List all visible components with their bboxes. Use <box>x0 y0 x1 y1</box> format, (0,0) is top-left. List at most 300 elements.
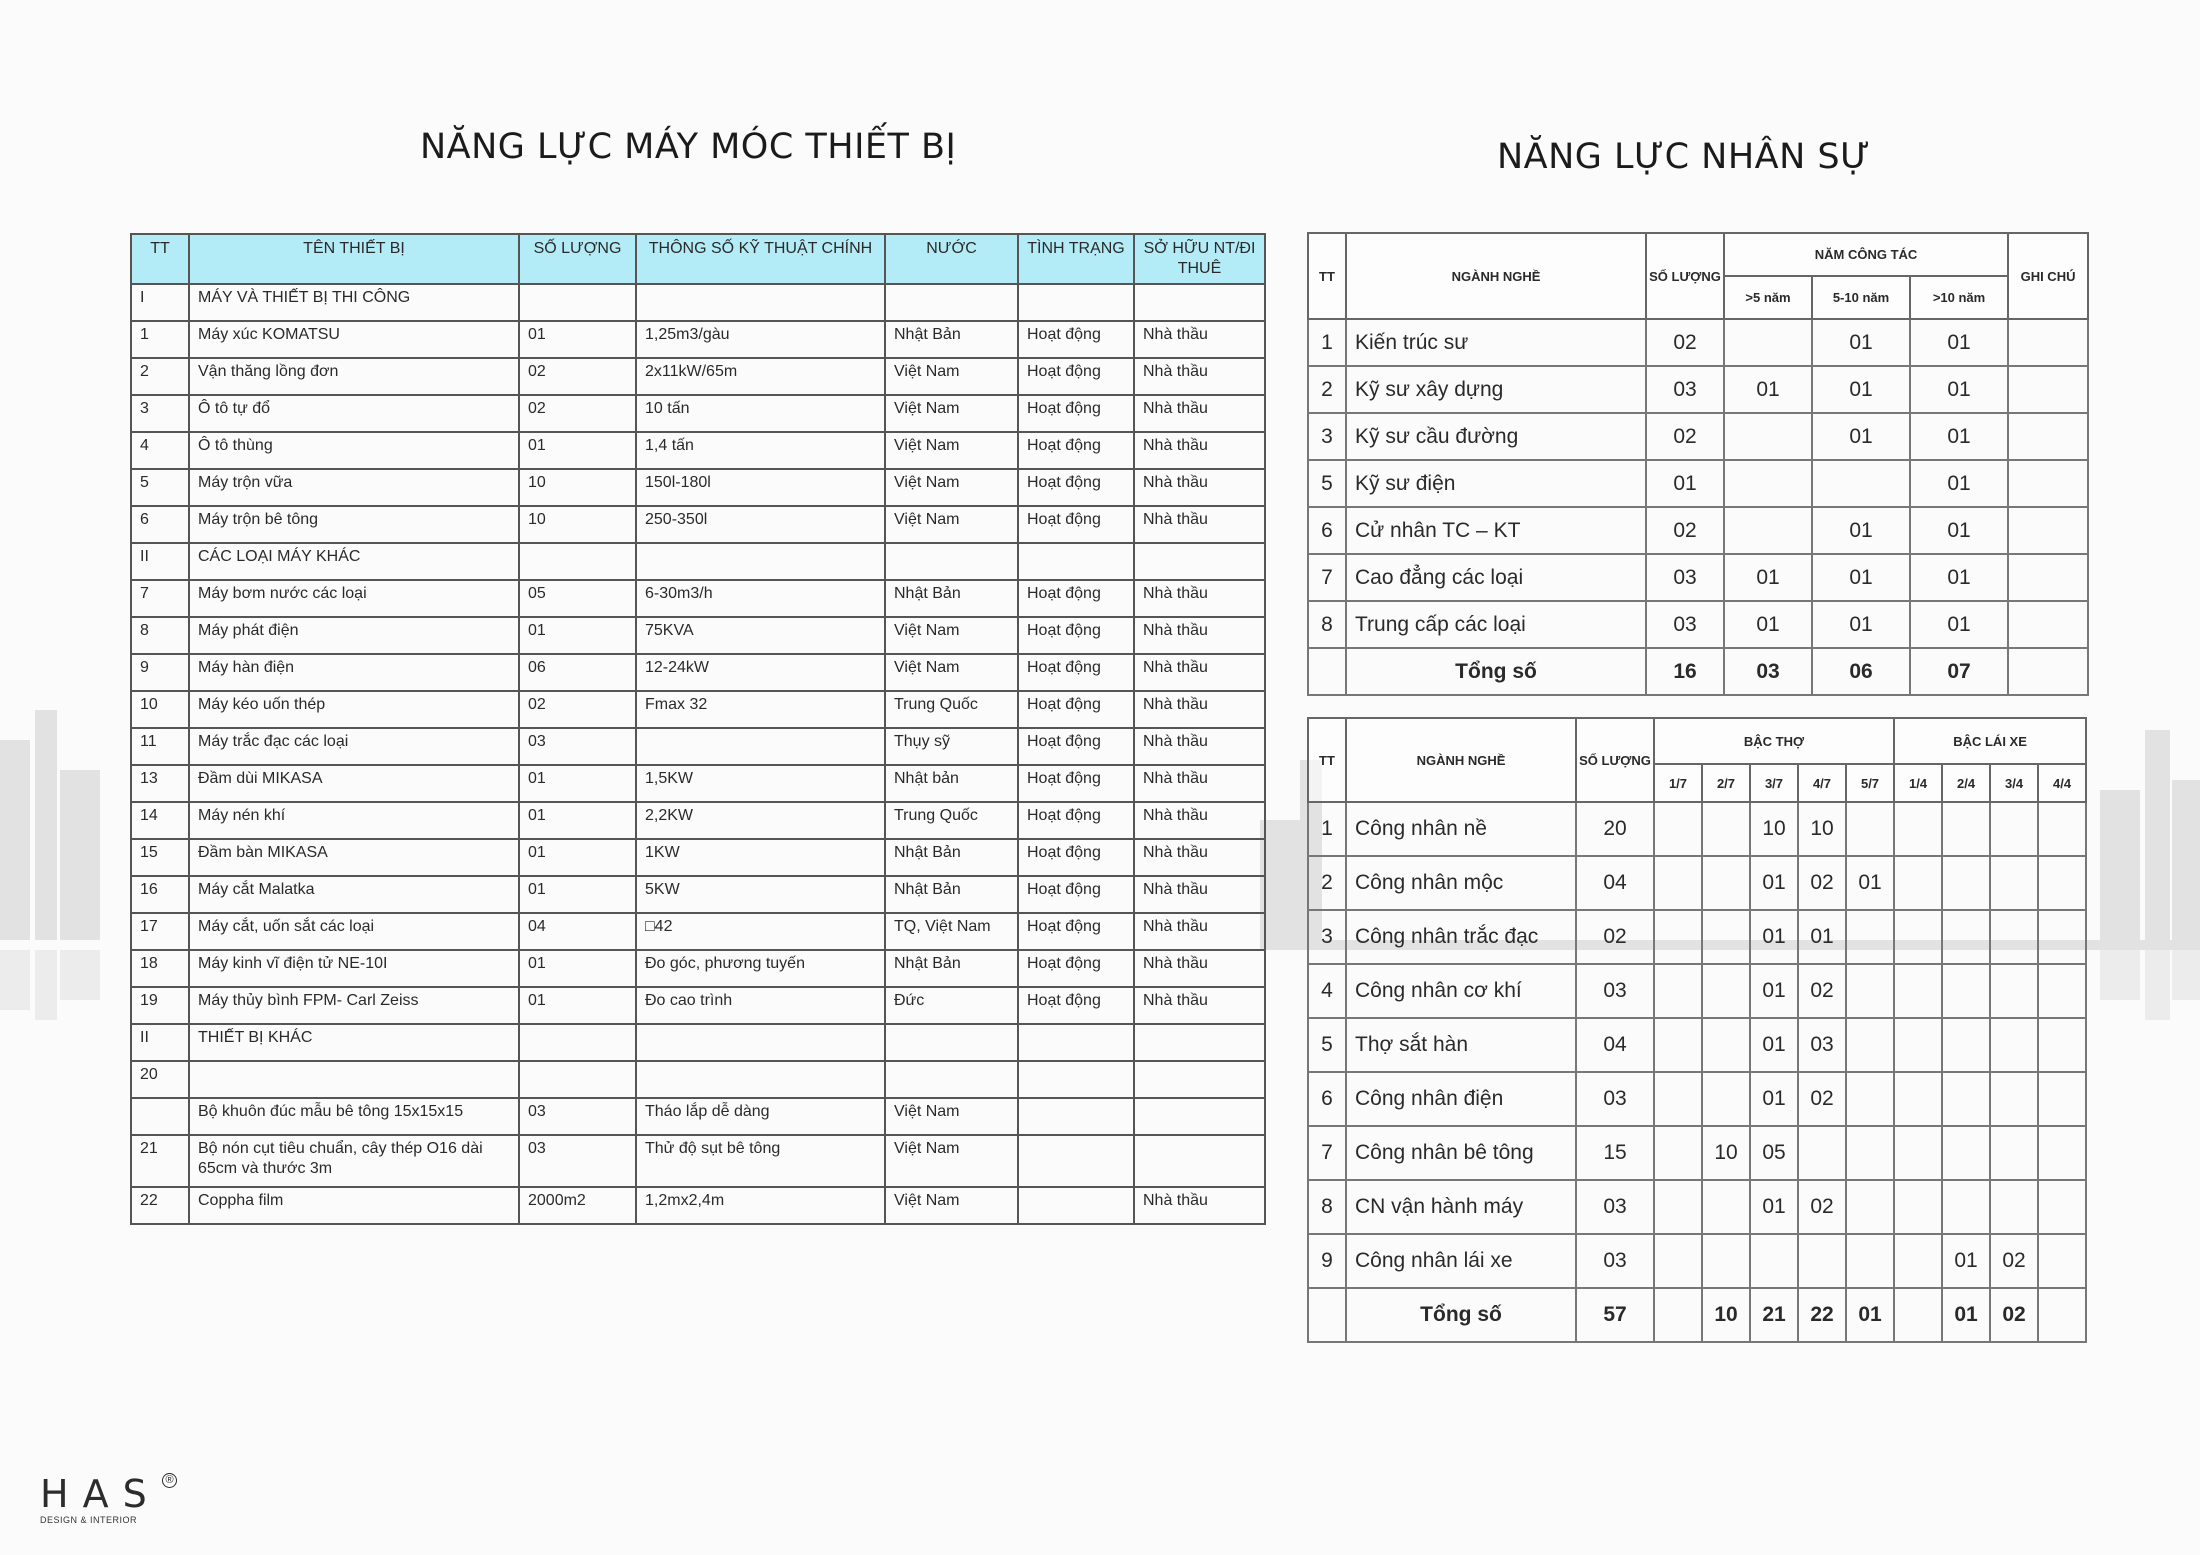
table-cell <box>1724 319 1812 366</box>
t1-sub-gt10: >10 năm <box>1910 276 2008 319</box>
table-cell: Nhà thầu <box>1134 654 1265 691</box>
table-cell: Nhật Bản <box>885 950 1018 987</box>
table-cell: Cử nhân TC – KT <box>1346 507 1646 554</box>
has-logo <box>40 1472 174 1525</box>
table-cell: 02 <box>1646 319 1724 366</box>
table-cell <box>636 284 885 321</box>
table-cell: 19 <box>131 987 189 1024</box>
table-cell <box>1942 910 1990 964</box>
table-cell: 2000m2 <box>519 1187 636 1224</box>
equipment-row <box>131 728 1265 765</box>
table-cell <box>2038 856 2086 910</box>
table-cell: CÁC LOẠI MÁY KHÁC <box>189 543 519 580</box>
table-cell: 01 <box>1750 1018 1798 1072</box>
equipment-row <box>131 876 1265 913</box>
total-cell: 03 <box>1724 648 1812 695</box>
t2-sub-2-7: 2/7 <box>1702 764 1750 802</box>
table-cell: Nhà thầu <box>1134 469 1265 506</box>
table-cell <box>1654 1072 1702 1126</box>
table-cell: Nhà thầu <box>1134 395 1265 432</box>
table-cell: Nhật Bản <box>885 321 1018 358</box>
table-cell <box>1894 1126 1942 1180</box>
table-cell: Thử độ sụt bê tông <box>636 1135 885 1187</box>
table-cell: Việt Nam <box>885 358 1018 395</box>
table-cell: 01 <box>1798 910 1846 964</box>
table-cell: Công nhân nề <box>1346 802 1576 856</box>
table-cell: Máy kéo uốn thép <box>189 691 519 728</box>
table-cell <box>636 1024 885 1061</box>
table-cell: 7 <box>1308 554 1346 601</box>
table-cell <box>1990 910 2038 964</box>
table-cell <box>1990 1180 2038 1234</box>
registered-icon: ® <box>162 1473 177 1488</box>
table-cell: Bộ nón cụt tiêu chuẩn, cây thép O16 dài 65cm và thước 3m <box>189 1135 519 1187</box>
table-cell: 02 <box>1798 964 1846 1018</box>
table-cell: 15 <box>131 839 189 876</box>
table-cell: Máy phát điện <box>189 617 519 654</box>
table-cell: 06 <box>519 654 636 691</box>
table-cell <box>1702 910 1750 964</box>
total-cell <box>2008 648 2088 695</box>
t2-col-bac-tho: BẬC THỢ <box>1654 718 1894 764</box>
table-cell: Hoạt động <box>1018 839 1134 876</box>
equipment-row <box>131 987 1265 1024</box>
total-cell: 22 <box>1798 1288 1846 1342</box>
table-cell: Máy nén khí <box>189 802 519 839</box>
table-cell: 03 <box>1646 554 1724 601</box>
table-cell: Máy trộn bê tông <box>189 506 519 543</box>
table-cell: 4 <box>1308 964 1346 1018</box>
table-cell <box>885 1024 1018 1061</box>
total-cell <box>1308 648 1346 695</box>
table-cell: 6 <box>131 506 189 543</box>
equipment-row <box>131 580 1265 617</box>
table-cell <box>1846 910 1894 964</box>
table-cell: 02 <box>1798 856 1846 910</box>
table-cell <box>2038 964 2086 1018</box>
table-cell: 01 <box>1750 964 1798 1018</box>
table-cell <box>1846 1072 1894 1126</box>
staff-table2-header-row <box>1308 718 2086 764</box>
table-cell: 10 <box>1702 1126 1750 1180</box>
table-cell: Cao đẳng các loại <box>1346 554 1646 601</box>
table-cell: 10 <box>519 469 636 506</box>
table-cell <box>519 1061 636 1098</box>
table-cell <box>1134 1135 1265 1187</box>
table-cell <box>1798 1234 1846 1288</box>
table-cell: Việt Nam <box>885 1135 1018 1187</box>
table-cell: 13 <box>131 765 189 802</box>
table-cell: 01 <box>1812 554 1910 601</box>
table-cell: Nhà thầu <box>1134 802 1265 839</box>
table-cell: 01 <box>519 321 636 358</box>
table-cell: 2,2KW <box>636 802 885 839</box>
staff-title: NĂNG LỰC NHÂN SỰ <box>1497 137 1871 177</box>
table-cell: 10 <box>1750 802 1798 856</box>
table-cell: Kiến trúc sư <box>1346 319 1646 366</box>
table-cell: Nhà thầu <box>1134 432 1265 469</box>
table-cell: 01 <box>1750 856 1798 910</box>
table-cell <box>636 728 885 765</box>
total-cell <box>2038 1288 2086 1342</box>
table-cell: 01 <box>1910 319 2008 366</box>
table-cell <box>2008 319 2088 366</box>
table-cell <box>1894 1180 1942 1234</box>
table-cell: 01 <box>1812 319 1910 366</box>
table-cell: Fmax 32 <box>636 691 885 728</box>
table-cell: Nhật bản <box>885 765 1018 802</box>
equipment-row <box>131 1135 1265 1187</box>
table-cell: Nhật Bản <box>885 876 1018 913</box>
table-cell <box>1018 1187 1134 1224</box>
table-cell: Ô tô thùng <box>189 432 519 469</box>
table-cell: 01 <box>519 765 636 802</box>
table-cell: 2 <box>131 358 189 395</box>
table-cell: 1KW <box>636 839 885 876</box>
table-cell: 01 <box>1724 366 1812 413</box>
table-cell: 05 <box>1750 1126 1798 1180</box>
table-cell <box>189 1061 519 1098</box>
equipment-row <box>131 543 1265 580</box>
table-cell <box>1750 1234 1798 1288</box>
table-cell: Nhà thầu <box>1134 506 1265 543</box>
total-cell <box>1654 1288 1702 1342</box>
table-cell <box>1894 910 1942 964</box>
table-cell: Máy cắt Malatka <box>189 876 519 913</box>
table-cell: Việt Nam <box>885 654 1018 691</box>
table-cell <box>1724 413 1812 460</box>
table-cell: 03 <box>1576 1234 1654 1288</box>
table-cell <box>1654 910 1702 964</box>
table-cell: Coppha film <box>189 1187 519 1224</box>
table-cell <box>1798 1126 1846 1180</box>
table-cell: 2 <box>1308 856 1346 910</box>
table-cell <box>1654 802 1702 856</box>
table-cell: Nhà thầu <box>1134 728 1265 765</box>
table-cell <box>2008 554 2088 601</box>
table-cell <box>1942 1126 1990 1180</box>
staff-table2-row <box>1308 1234 2086 1288</box>
table-cell: Công nhân cơ khí <box>1346 964 1576 1018</box>
table-cell: 01 <box>519 617 636 654</box>
table-cell: 20 <box>131 1061 189 1098</box>
table-cell: Nhà thầu <box>1134 691 1265 728</box>
table-cell: 03 <box>1576 1180 1654 1234</box>
table-cell <box>1654 1180 1702 1234</box>
table-cell: 01 <box>1646 460 1724 507</box>
col-thong-so: THÔNG SỐ KỸ THUẬT CHÍNH <box>636 234 885 284</box>
table-cell: 6 <box>1308 507 1346 554</box>
col-tinh-trang: TÌNH TRẠNG <box>1018 234 1134 284</box>
table-cell: Hoạt động <box>1018 432 1134 469</box>
table-cell: Đức <box>885 987 1018 1024</box>
table-cell <box>1846 1180 1894 1234</box>
table-cell <box>2038 1126 2086 1180</box>
table-cell <box>1990 1072 2038 1126</box>
table-cell <box>2008 507 2088 554</box>
table-cell: Đo góc, phương tuyến <box>636 950 885 987</box>
table-cell: 10 <box>131 691 189 728</box>
total-cell: 02 <box>1990 1288 2038 1342</box>
table-cell: Nhà thầu <box>1134 913 1265 950</box>
table-cell: 01 <box>1812 366 1910 413</box>
staff-table2-row <box>1308 856 2086 910</box>
equipment-row <box>131 802 1265 839</box>
table-cell <box>519 284 636 321</box>
table-cell <box>1654 856 1702 910</box>
staff-table1-row <box>1308 413 2088 460</box>
t1-sub-lt5: >5 năm <box>1724 276 1812 319</box>
total-cell: 01 <box>1846 1288 1894 1342</box>
table-cell: Máy trộn vữa <box>189 469 519 506</box>
table-cell: 01 <box>1910 554 2008 601</box>
staff-table1-row <box>1308 554 2088 601</box>
table-cell <box>1942 802 1990 856</box>
table-cell: 01 <box>1812 507 1910 554</box>
t2-sub-4-7: 4/7 <box>1798 764 1846 802</box>
table-cell: Nhà thầu <box>1134 321 1265 358</box>
table-cell: Công nhân mộc <box>1346 856 1576 910</box>
table-cell: Hoạt động <box>1018 358 1134 395</box>
table-cell <box>1894 1072 1942 1126</box>
staff-table1-row <box>1308 319 2088 366</box>
table-cell: 03 <box>1646 601 1724 648</box>
staff-table2-row <box>1308 802 2086 856</box>
table-cell <box>1894 1234 1942 1288</box>
table-cell: Nhà thầu <box>1134 950 1265 987</box>
table-cell <box>1894 856 1942 910</box>
table-cell: Hoạt động <box>1018 506 1134 543</box>
table-cell <box>1654 1234 1702 1288</box>
total-cell: 57 <box>1576 1288 1654 1342</box>
table-cell: Việt Nam <box>885 432 1018 469</box>
t2-col-tt: TT <box>1308 718 1346 802</box>
table-cell: 5 <box>131 469 189 506</box>
table-cell: 10 tấn <box>636 395 885 432</box>
table-cell: 03 <box>1576 1072 1654 1126</box>
equipment-row <box>131 654 1265 691</box>
table-cell: Kỹ sư cầu đường <box>1346 413 1646 460</box>
table-cell: 02 <box>1990 1234 2038 1288</box>
table-cell <box>1894 1018 1942 1072</box>
table-cell <box>1018 1098 1134 1135</box>
table-cell: 02 <box>1576 910 1654 964</box>
table-cell <box>1942 1072 1990 1126</box>
table-cell: 03 <box>519 1098 636 1135</box>
table-cell: Nhà thầu <box>1134 876 1265 913</box>
equipment-row <box>131 1061 1265 1098</box>
table-cell: 05 <box>519 580 636 617</box>
staff-table2-row <box>1308 1018 2086 1072</box>
table-cell <box>131 1098 189 1135</box>
table-cell: Việt Nam <box>885 469 1018 506</box>
table-cell <box>1654 964 1702 1018</box>
table-cell: Bộ khuôn đúc mẫu bê tông 15x15x15 <box>189 1098 519 1135</box>
table-cell: 02 <box>519 691 636 728</box>
table-cell: 20 <box>1576 802 1654 856</box>
table-cell <box>1134 284 1265 321</box>
table-cell <box>2038 910 2086 964</box>
table-cell: Trung Quốc <box>885 691 1018 728</box>
table-cell: Ô tô tự đổ <box>189 395 519 432</box>
table-cell <box>1894 964 1942 1018</box>
table-cell <box>1846 964 1894 1018</box>
table-cell: Nhà thầu <box>1134 765 1265 802</box>
table-cell: 03 <box>519 1135 636 1187</box>
t1-sub-5-10: 5-10 năm <box>1812 276 1910 319</box>
table-cell: 14 <box>131 802 189 839</box>
table-cell <box>1942 964 1990 1018</box>
staff-table2-row <box>1308 964 2086 1018</box>
table-cell: □42 <box>636 913 885 950</box>
staff-table1-row <box>1308 460 2088 507</box>
staff-table1-row <box>1308 507 2088 554</box>
table-cell <box>1018 1061 1134 1098</box>
table-cell <box>1942 1180 1990 1234</box>
table-cell <box>2038 1072 2086 1126</box>
equipment-row <box>131 1187 1265 1224</box>
equipment-row <box>131 506 1265 543</box>
table-cell <box>2008 413 2088 460</box>
t1-col-nganh-nghe: NGÀNH NGHỀ <box>1346 233 1646 319</box>
total-cell: 16 <box>1646 648 1724 695</box>
table-cell: Máy thủy bình FPM- Carl Zeiss <box>189 987 519 1024</box>
table-cell <box>2008 601 2088 648</box>
table-cell: Nhật Bản <box>885 580 1018 617</box>
table-cell: 04 <box>1576 1018 1654 1072</box>
equipment-row <box>131 284 1265 321</box>
table-cell: Hoạt động <box>1018 987 1134 1024</box>
table-cell: 01 <box>1750 1180 1798 1234</box>
table-cell: 1 <box>1308 319 1346 366</box>
table-cell <box>1018 543 1134 580</box>
table-cell: 17 <box>131 913 189 950</box>
table-cell <box>1018 1135 1134 1187</box>
table-cell <box>1846 802 1894 856</box>
equipment-row <box>131 432 1265 469</box>
table-cell: Đầm bàn MIKASA <box>189 839 519 876</box>
t2-col-bac-lai-xe: BẬC LÁI XE <box>1894 718 2086 764</box>
table-cell <box>1894 802 1942 856</box>
table-cell: 03 <box>519 728 636 765</box>
table-cell: 6-30m3/h <box>636 580 885 617</box>
table-cell: 03 <box>1646 366 1724 413</box>
t2-sub-3-7: 3/7 <box>1750 764 1798 802</box>
table-cell: Đầm dùi MIKASA <box>189 765 519 802</box>
total-cell: 21 <box>1750 1288 1798 1342</box>
table-cell: Nhà thầu <box>1134 358 1265 395</box>
table-cell: 150l-180l <box>636 469 885 506</box>
table-cell <box>519 1024 636 1061</box>
table-cell: 02 <box>1798 1180 1846 1234</box>
table-cell: Máy cắt, uốn sắt các loại <box>189 913 519 950</box>
table-cell: TQ, Việt Nam <box>885 913 1018 950</box>
table-cell: Máy kinh vĩ điện tử NE-10I <box>189 950 519 987</box>
table-cell: Nhật Bản <box>885 839 1018 876</box>
table-cell: 3 <box>1308 910 1346 964</box>
table-cell: 250-350l <box>636 506 885 543</box>
t1-col-tt: TT <box>1308 233 1346 319</box>
table-cell <box>1990 1126 2038 1180</box>
table-cell: Việt Nam <box>885 1098 1018 1135</box>
table-cell: Máy hàn điện <box>189 654 519 691</box>
table-cell: Hoạt động <box>1018 913 1134 950</box>
table-cell <box>1134 1098 1265 1135</box>
table-cell <box>2008 366 2088 413</box>
table-cell: 75KVA <box>636 617 885 654</box>
table-cell: 22 <box>131 1187 189 1224</box>
table-cell: Kỹ sư điện <box>1346 460 1646 507</box>
table-cell: 01 <box>1942 1234 1990 1288</box>
table-cell: 01 <box>1910 601 2008 648</box>
table-cell: Nhà thầu <box>1134 580 1265 617</box>
table-cell: 01 <box>519 876 636 913</box>
table-cell: Vận thăng lồng đơn <box>189 358 519 395</box>
table-cell: 15 <box>1576 1126 1654 1180</box>
table-cell: Hoạt động <box>1018 469 1134 506</box>
t2-col-so-luong: SỐ LƯỢNG <box>1576 718 1654 802</box>
table-cell: Máy xúc KOMATSU <box>189 321 519 358</box>
table-cell: 02 <box>519 358 636 395</box>
equipment-row <box>131 765 1265 802</box>
table-cell: CN vận hành máy <box>1346 1180 1576 1234</box>
table-cell <box>1702 1018 1750 1072</box>
table-cell: 21 <box>131 1135 189 1187</box>
total-cell: Tổng số <box>1346 1288 1576 1342</box>
table-cell: 1 <box>1308 802 1346 856</box>
table-cell: 5 <box>1308 1018 1346 1072</box>
table-cell: 02 <box>1646 507 1724 554</box>
t2-sub-5-7: 5/7 <box>1846 764 1894 802</box>
table-cell: Hoạt động <box>1018 617 1134 654</box>
table-cell: THIẾT BỊ KHÁC <box>189 1024 519 1061</box>
table-cell: Đo cao trình <box>636 987 885 1024</box>
col-nuoc: NƯỚC <box>885 234 1018 284</box>
table-cell <box>885 284 1018 321</box>
table-cell: 01 <box>1724 601 1812 648</box>
table-cell: 7 <box>1308 1126 1346 1180</box>
table-cell: 01 <box>1750 1072 1798 1126</box>
table-cell <box>2038 1234 2086 1288</box>
table-cell: 3 <box>131 395 189 432</box>
table-cell <box>1654 1018 1702 1072</box>
col-tt: TT <box>131 234 189 284</box>
table-cell <box>1702 964 1750 1018</box>
table-cell: Nhà thầu <box>1134 1187 1265 1224</box>
table-cell <box>885 1061 1018 1098</box>
table-cell: Hoạt động <box>1018 728 1134 765</box>
table-cell <box>1846 1126 1894 1180</box>
table-cell: Công nhân bê tông <box>1346 1126 1576 1180</box>
table-cell: 01 <box>519 802 636 839</box>
table-cell: Hoạt động <box>1018 654 1134 691</box>
table-cell: Hoạt động <box>1018 765 1134 802</box>
table-cell <box>519 543 636 580</box>
table-cell <box>1846 1018 1894 1072</box>
total-cell: 01 <box>1942 1288 1990 1342</box>
table-cell: Hoạt động <box>1018 580 1134 617</box>
table-cell <box>1702 802 1750 856</box>
table-cell: 2x11kW/65m <box>636 358 885 395</box>
table-cell: Tháo lắp dễ dàng <box>636 1098 885 1135</box>
table-cell: 8 <box>1308 1180 1346 1234</box>
staff-table1-header-row <box>1308 233 2088 276</box>
table-cell: 6 <box>1308 1072 1346 1126</box>
table-cell: Hoạt động <box>1018 321 1134 358</box>
table-cell <box>636 543 885 580</box>
equipment-row <box>131 1098 1265 1135</box>
table-cell <box>2038 1018 2086 1072</box>
